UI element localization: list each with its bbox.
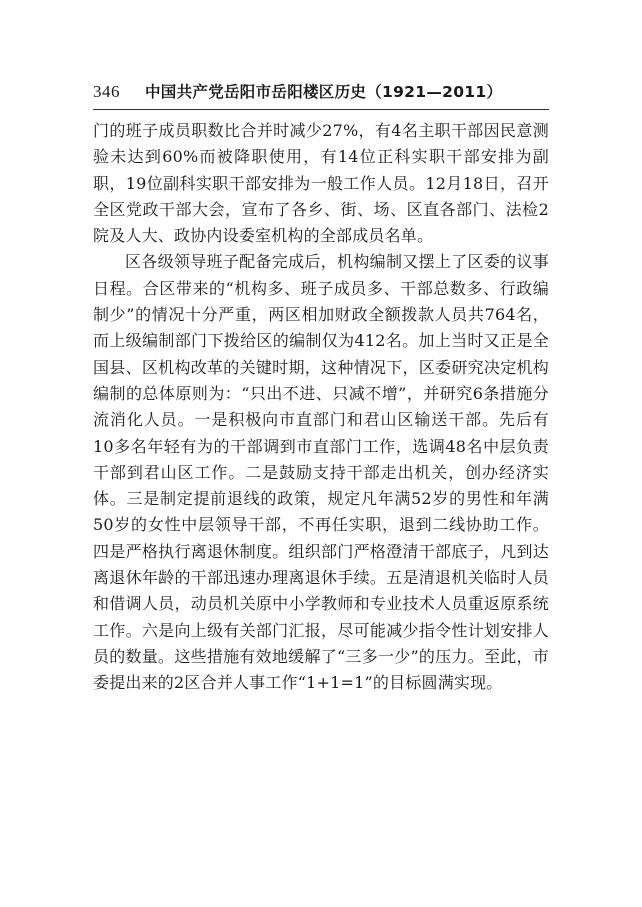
page-number: 346 <box>93 82 120 101</box>
paragraph: 区各级领导班子配备完成后，机构编制又摆上了区委的议事日程。合区带来的“机构多、班子成员多、干部总数多、行政编制少”的情况十分严重，两区相加财政全额拨款人员共764名，而上级编制部门下拨给区的编制仅为412名。加上当时又正是全国县、区机构改革的关键时期，这种情况下，区委研究决定机构编制的总体原则为：“只出不进、只减不增”，并研究6条措施分流消化人员。一是积极向市直部门和君山区输送干部。先后有10多名年轻有为的干部调到市直部门工作，选调48名中层负责干部到君山区工作。二是鼓励支持干部走出机关，创办经济实体。三是制定提前退线的政策，规定凡年满52岁的男性和年满50岁的女性中层领导干部，不再任实职，退到二线协助工作。四是严格执行离退休制度。组织部门严格澄清干部底子，凡到达离退休年龄的干部迅速办理离退休手续。五是清退机关临时人员和借调人员，动员机关原中小学教师和专业技术人员重返原系统工作。六是向上级有关部门汇报，尽可能减少指令性计划安排人员的数量。这些措施有效地缓解了“三多一少”的压力。至此，市委提出来的2区合并人事工作“1+1=1”的目标圆满实现。 <box>93 252 549 693</box>
book-title: 中国共产党岳阳市岳阳楼区历史（1921—2011） <box>145 83 503 101</box>
book-page <box>93 80 549 697</box>
running-header <box>93 80 549 110</box>
paragraph-continued: 门的班子成员职数比合并时减少27%，有4名主职干部因民意测验未达到60%而被降职使用，有14位正科实职干部安排为副职，19位副科实职干部安排为一般工作人员。12月18日，召开全区党政干部大会，宣布了各乡、街、场、区直各部门、法检2院及人大、政协内设委室机构的全部成员名单。 <box>93 121 549 246</box>
body-text <box>93 118 549 697</box>
